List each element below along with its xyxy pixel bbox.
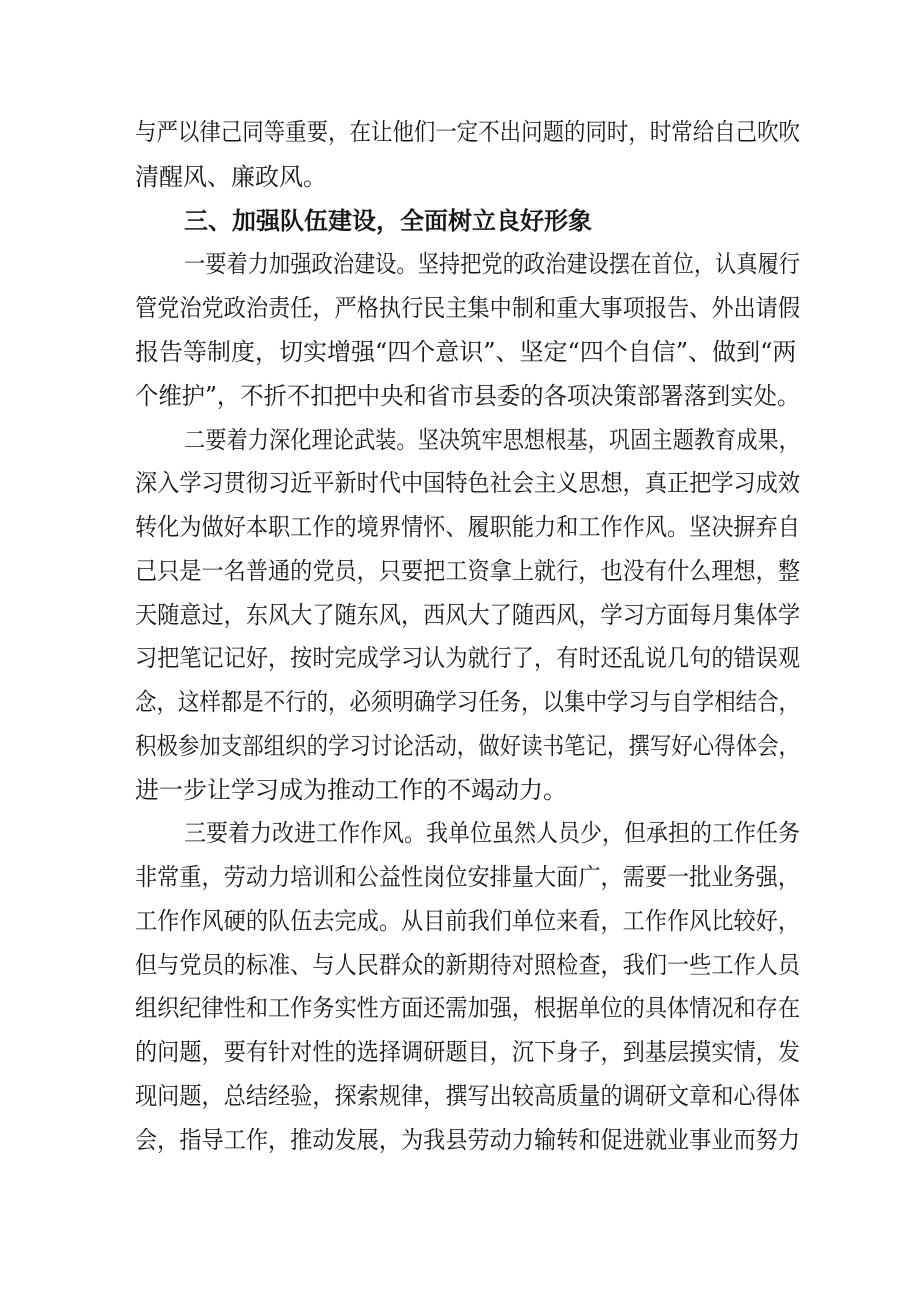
body-text-line: 个维护”，不折不扣把中央和省市县委的各项决策部署落到实处。	[135, 382, 801, 410]
body-text-line: 管党治党政治责任，严格执行民主集中制和重大事项报告、外出请假	[135, 294, 800, 322]
body-text-line: 会，指导工作，推动发展，为我县劳动力输转和促进就业事业而努力	[135, 1126, 800, 1154]
body-text-line: 己只是一名普通的党员，只要把工资拿上就行，也没有什么理想，整	[135, 557, 800, 585]
body-text-line: 报告等制度，切实增强“四个意识”、坚定“四个自信”、做到“两	[135, 338, 797, 366]
section-heading: 三、加强队伍建设，全面树立良好形象	[184, 207, 592, 235]
body-text-line: 组织纪律性和工作务实性方面还需加强，根据单位的具体情况和存在	[135, 994, 800, 1022]
body-text-line: 清醒风、廉政风。	[135, 163, 327, 191]
body-text-line: 工作作风硬的队伍去完成。从目前我们单位来看，工作作风比较好，	[135, 907, 800, 935]
body-text-line: 念，这样都是不行的，必须明确学习任务，以集中学习与自学相结合，	[135, 688, 800, 716]
body-text-line: 深入学习贯彻习近平新时代中国特色社会主义思想，真正把学习成效	[135, 469, 800, 497]
body-text-line: 的问题，要有针对性的选择调研题目，沉下身子，到基层摸实情，发	[135, 1038, 800, 1066]
body-text-line: 但与党员的标准、与人民群众的新期待对照检查，我们一些工作人员	[135, 951, 800, 979]
body-text-line: 习把笔记记好，按时完成学习认为就行了，有时还乱说几句的错误观	[135, 644, 800, 672]
body-text-line: 现问题，总结经验，探索规律，撰写出较高质量的调研文章和心得体	[135, 1082, 800, 1110]
body-text-line: 进一步让学习成为推动工作的不竭动力。	[135, 776, 567, 804]
body-text-line: 积极参加支部组织的学习讨论活动，做好读书笔记，撰写好心得体会，	[135, 732, 800, 760]
body-text-line: 与严以律己同等重要，在让他们一定不出问题的同时，时常给自己吹吹	[135, 118, 800, 146]
body-text-line: 转化为做好本职工作的境界情怀、履职能力和工作作风。坚决摒弃自	[135, 513, 800, 541]
body-text-line: 二要着力深化理论武装。坚决筑牢思想根基，巩固主题教育成果，	[184, 426, 801, 454]
body-text-line: 非常重，劳动力培训和公益性岗位安排量大面广，需要一批业务强，	[135, 863, 800, 891]
body-text-line: 三要着力改进工作作风。我单位虽然人员少，但承担的工作任务	[184, 819, 801, 847]
body-text-line: 一要着力加强政治建设。坚持把党的政治建设摆在首位，认真履行	[184, 250, 801, 278]
body-text-line: 天随意过，东风大了随东风，西风大了随西风，学习方面每月集体学	[135, 601, 800, 629]
